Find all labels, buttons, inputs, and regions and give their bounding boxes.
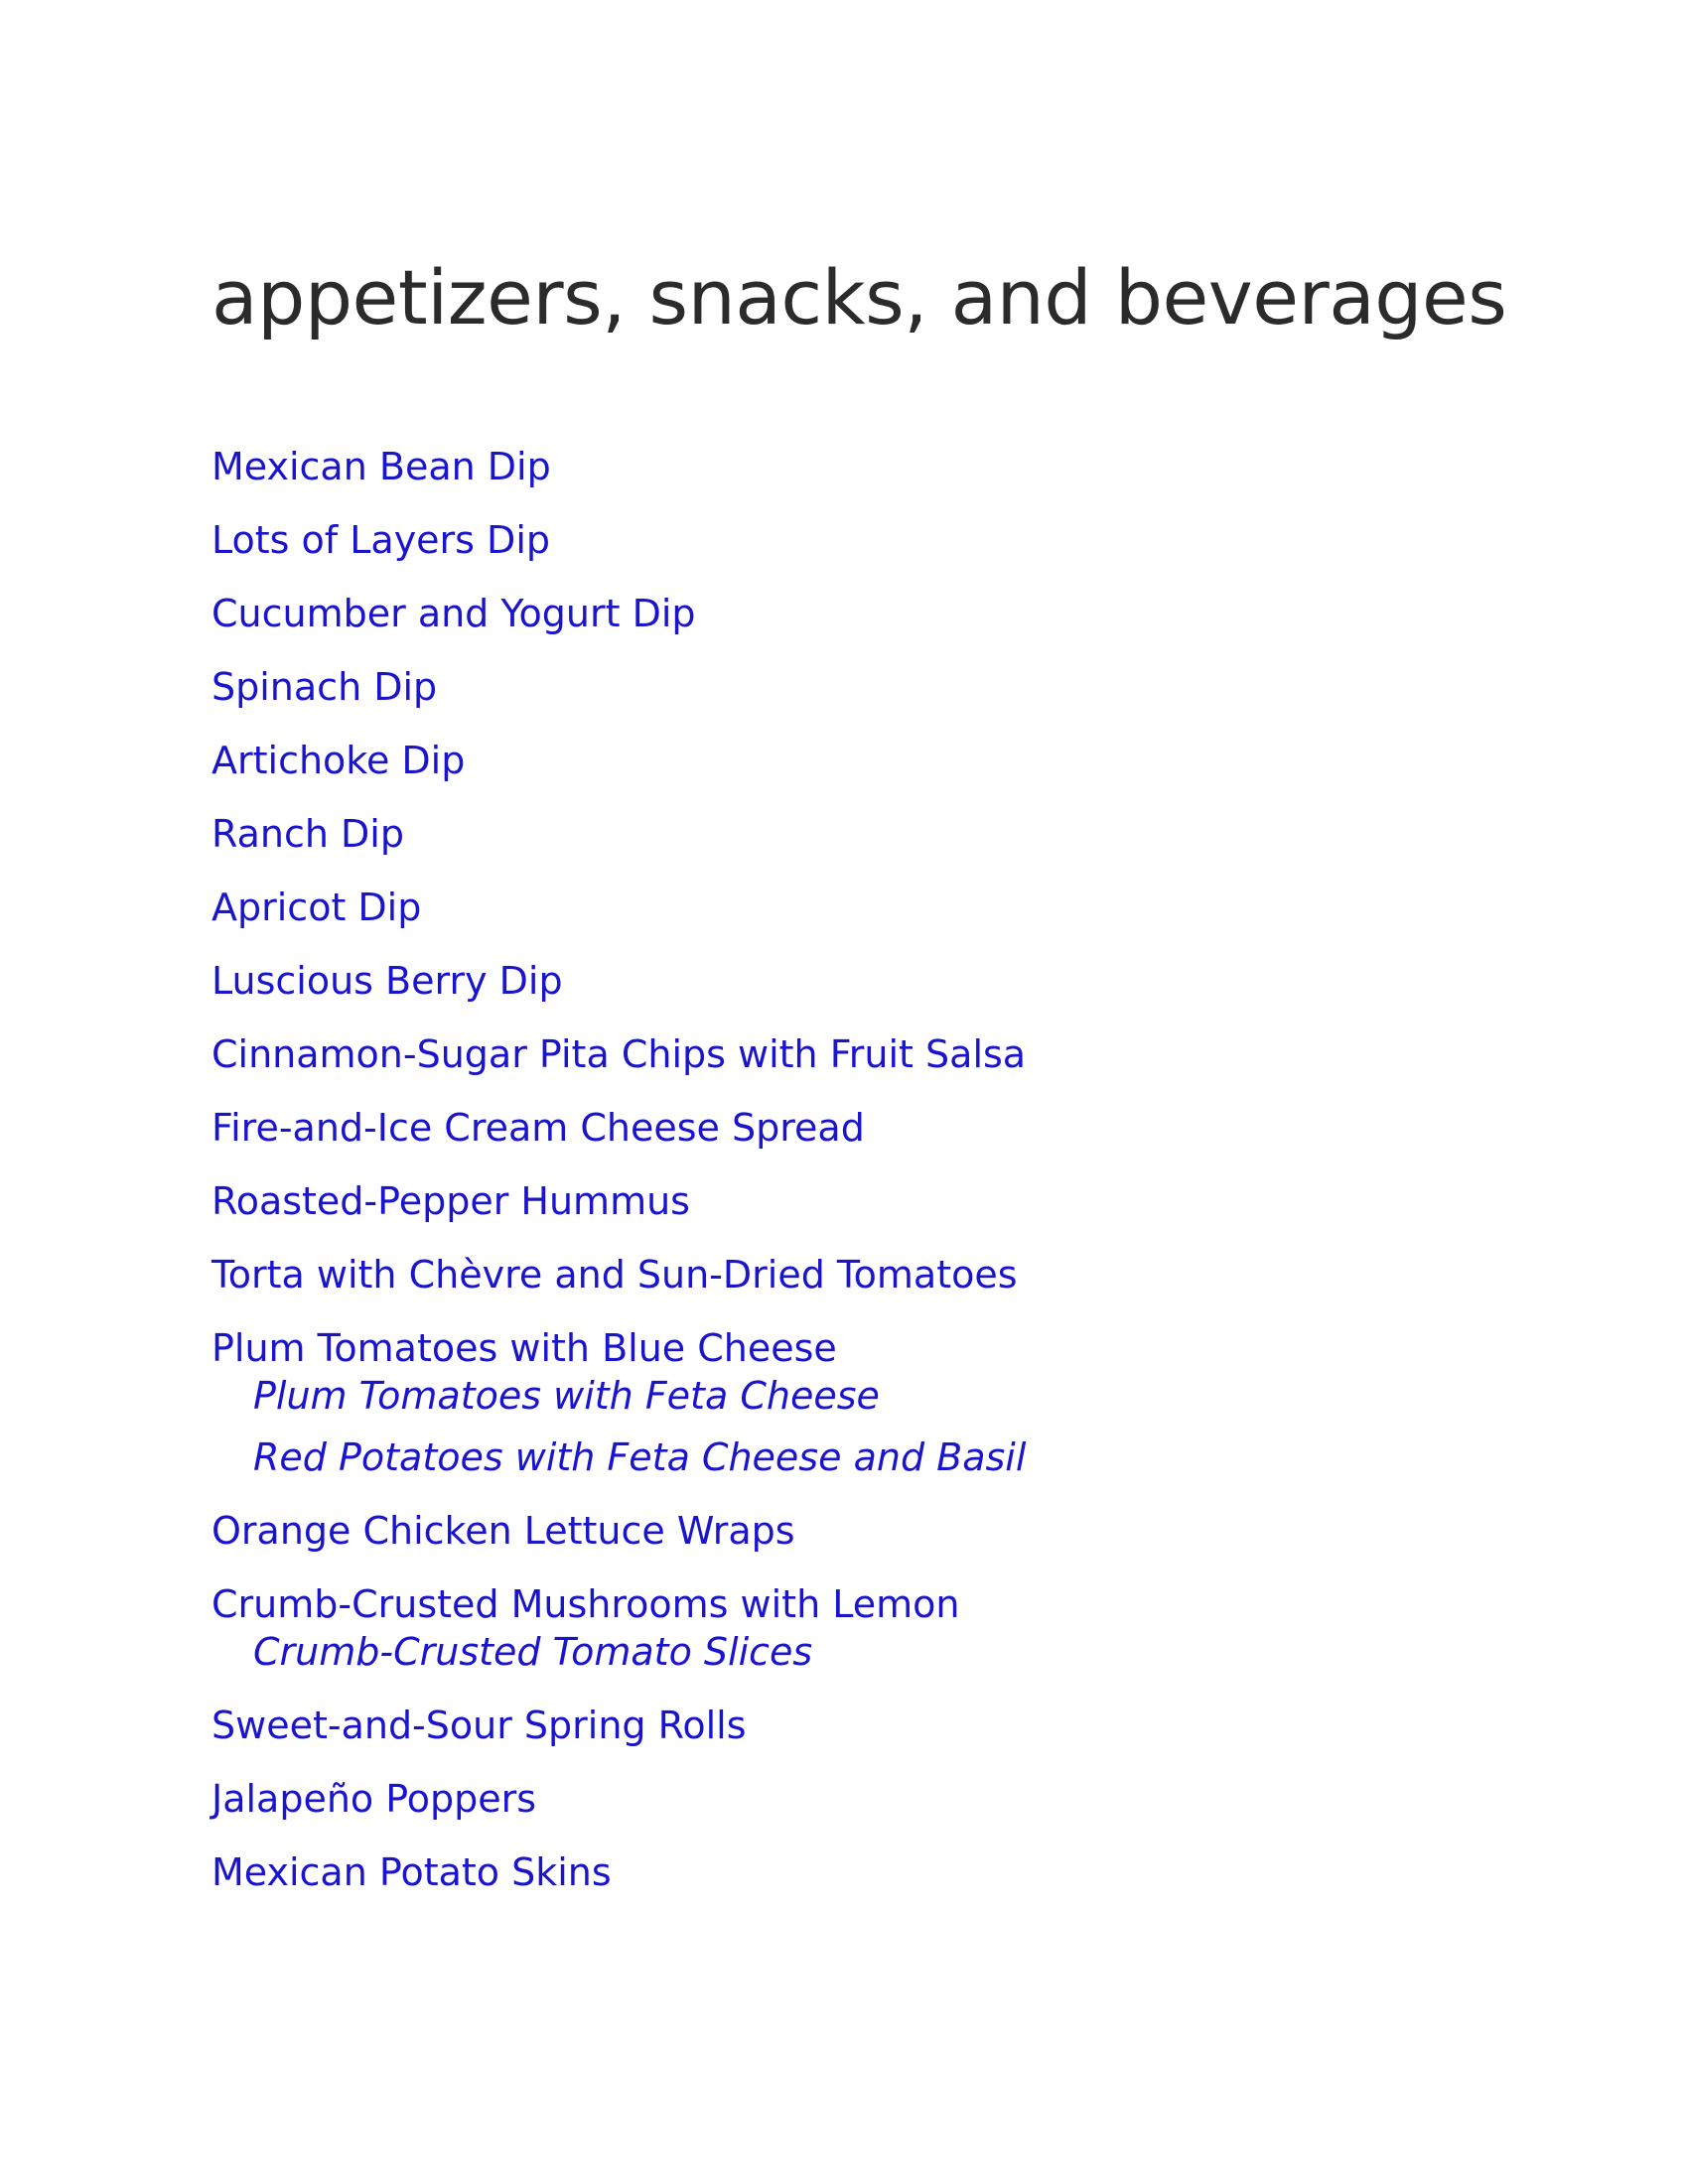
variation-link[interactable]: Plum Tomatoes with Feta Cheese (253, 1374, 880, 1418)
recipe-link[interactable]: Apricot Dip (211, 886, 422, 929)
list-item (211, 590, 1026, 637)
section-title: appetizers, snacks, and beverages (211, 253, 1507, 341)
recipe-link[interactable]: Jalapeño Poppers (211, 1777, 537, 1821)
recipe-link[interactable]: Ranch Dip (211, 812, 404, 856)
recipe-link[interactable]: Lots of Layers Dip (211, 518, 550, 562)
recipe-link[interactable]: Luscious Berry Dip (211, 959, 563, 1003)
list-item (211, 1702, 1026, 1749)
variation-list (211, 1372, 1026, 1481)
recipe-link[interactable]: Mexican Bean Dip (211, 445, 551, 488)
list-item (211, 884, 1026, 931)
recipe-link[interactable]: Spinach Dip (211, 665, 438, 709)
variation-link[interactable]: Red Potatoes with Feta Cheese and Basil (253, 1435, 1027, 1479)
variation-item (211, 1433, 1026, 1481)
list-item (211, 737, 1026, 784)
list-item (211, 957, 1026, 1005)
list-item (211, 810, 1026, 858)
list-item (211, 1848, 1026, 1896)
variation-link[interactable]: Crumb-Crusted Tomato Slices (253, 1630, 813, 1674)
list-item (211, 663, 1026, 711)
variation-item (211, 1628, 1026, 1676)
list-item (211, 1251, 1026, 1298)
recipe-link[interactable]: Plum Tomatoes with Blue Cheese (211, 1326, 837, 1370)
list-item (211, 1104, 1026, 1152)
list-item (211, 516, 1026, 564)
variation-list (211, 1628, 1026, 1676)
recipe-link[interactable]: Mexican Potato Skins (211, 1850, 612, 1894)
list-item (211, 1177, 1026, 1225)
recipe-list (211, 443, 1026, 1922)
list-item (211, 1507, 1026, 1555)
recipe-link[interactable]: Cinnamon-Sugar Pita Chips with Fruit Salsa (211, 1032, 1027, 1076)
recipe-link[interactable]: Roasted-Pepper Hummus (211, 1179, 690, 1223)
recipe-link[interactable]: Artichoke Dip (211, 739, 466, 782)
list-item (211, 1775, 1026, 1823)
recipe-link[interactable]: Crumb-Crusted Mushrooms with Lemon (211, 1582, 960, 1626)
variation-item (211, 1372, 1026, 1420)
list-item (211, 1580, 1026, 1676)
list-item (211, 1030, 1026, 1078)
list-item (211, 443, 1026, 490)
recipe-link[interactable]: Fire-and-Ice Cream Cheese Spread (211, 1106, 865, 1150)
recipe-link[interactable]: Sweet-and-Sour Spring Rolls (211, 1704, 747, 1747)
recipe-link[interactable]: Cucumber and Yogurt Dip (211, 592, 696, 635)
recipe-link[interactable]: Orange Chicken Lettuce Wraps (211, 1509, 795, 1553)
list-item (211, 1324, 1026, 1481)
recipe-link[interactable]: Torta with Chèvre and Sun-Dried Tomatoes (211, 1253, 1018, 1297)
